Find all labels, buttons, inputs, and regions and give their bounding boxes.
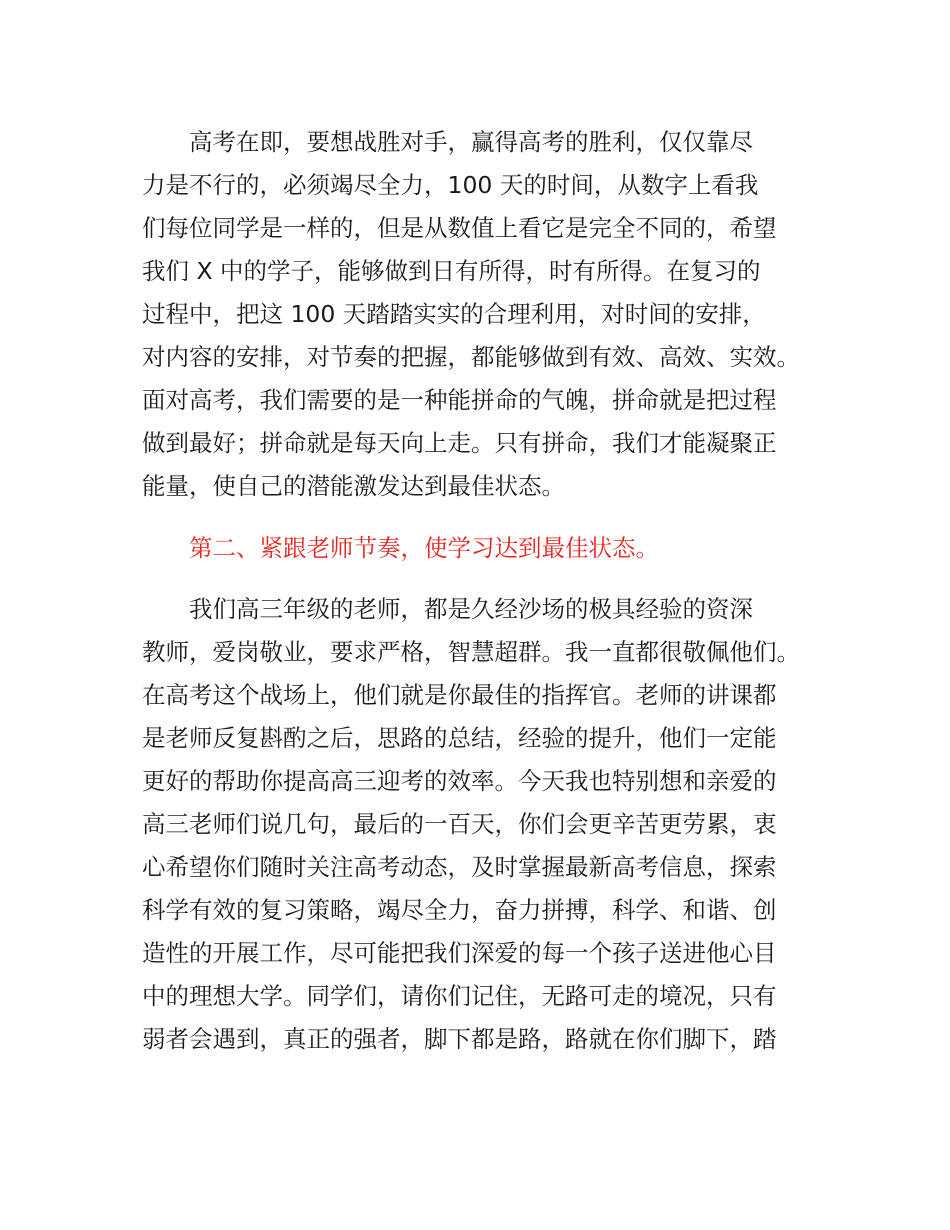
paragraph-1-line-1: 高考在即，要想战胜对手，赢得高考的胜利，仅仅靠尽 <box>142 128 753 156</box>
paragraph-2-line-4: 是老师反复斟酌之后，思路的总结，经验的提升，他们一定能 <box>142 724 777 752</box>
paragraph-1-line-6: 对内容的安排，对节奏的把握，都能够做到有效、高效、实效。 <box>142 343 800 371</box>
paragraph-1-line-7: 面对高考，我们需要的是一种能拼命的气魄，拼命就是把过程 <box>142 386 777 414</box>
paragraph-2-line-10: 中的理想大学。同学们，请你们记住，无路可走的境况，只有 <box>142 982 777 1010</box>
paragraph-1-line-5: 过程中，把这 100 天踏踏实实的合理利用，对时间的安排， <box>142 300 766 328</box>
paragraph-1-line-2: 力是不行的，必须竭尽全力，100 天的时间，从数字上看我 <box>142 171 759 199</box>
paragraph-2-line-9: 造性的开展工作，尽可能把我们深爱的每一个孩子送进他心目 <box>142 939 777 967</box>
paragraph-1-line-9: 能量，使自己的潜能激发达到最佳状态。 <box>142 472 565 500</box>
section-heading-2: 第二、紧跟老师节奏，使学习达到最佳状态。 <box>142 534 659 562</box>
paragraph-1-line-8: 做到最好；拼命就是每天向上走。只有拼命，我们才能凝聚正 <box>142 429 777 457</box>
paragraph-2-line-11: 弱者会遇到，真正的强者，脚下都是路，路就在你们脚下，踏 <box>142 1025 777 1053</box>
paragraph-2-line-6: 高三老师们说几句，最后的一百天，你们会更辛苦更劳累，衷 <box>142 810 777 838</box>
paragraph-1-line-4: 我们 X 中的学子，能够做到日有所得，时有所得。在复习的 <box>142 257 761 285</box>
paragraph-2-line-8: 科学有效的复习策略，竭尽全力，奋力拼搏，科学、和谐、创 <box>142 896 777 924</box>
paragraph-1-line-3: 们每位同学是一样的，但是从数值上看它是完全不同的，希望 <box>142 214 777 242</box>
paragraph-2-line-2: 教师，爱岗敬业，要求严格，智慧超群。我一直都很敬佩他们。 <box>142 638 800 666</box>
paragraph-2-line-3: 在高考这个战场上，他们就是你最佳的指挥官。老师的讲课都 <box>142 681 777 709</box>
paragraph-2-line-5: 更好的帮助你提高高三迎考的效率。今天我也特别想和亲爱的 <box>142 767 777 795</box>
paragraph-2-line-7: 心希望你们随时关注高考动态，及时掌握最新高考信息，探索 <box>142 853 777 881</box>
paragraph-2-line-1: 我们高三年级的老师，都是久经沙场的极具经验的资深 <box>142 595 753 623</box>
